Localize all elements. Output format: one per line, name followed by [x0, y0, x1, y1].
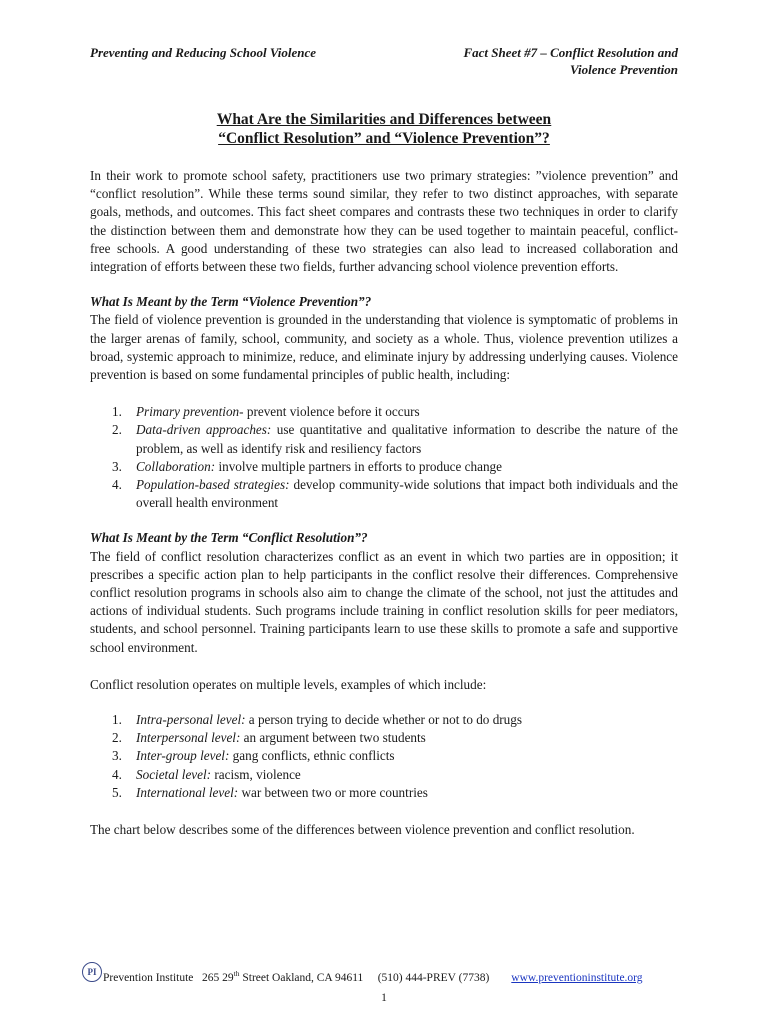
list-text: an argument between two students [240, 730, 426, 746]
list-text: a person trying to decide whether or not to do drugs [245, 712, 523, 728]
principles-list [90, 403, 678, 512]
list-number: 2. [112, 730, 122, 746]
page-number: 1 [381, 992, 387, 1004]
footer-street-rest: Street Oakland, CA 94611 [239, 972, 364, 984]
title-line1: What Are the Similarities and Differences between [216, 111, 552, 128]
list-sep: - [239, 404, 244, 420]
list-number: 4. [112, 766, 122, 782]
section2-body: The field of conflict resolution characterizes conflict as an event in which two parties are in opposition; it prescribes a specific action plan to help participants in the conflict resolve their differences. Comprehensive conflict resolution programs in schools also aim to change the climate of the school, not just the attitudes and actions of individual students. Such programs include training in conflict resolution skills for peer mediators, students, and school personnel. Training participants learn to use these skills to promote a safe and supportive school environment. [90, 548, 678, 655]
list-term: Data-driven approaches: [136, 422, 272, 438]
list-number: 3. [112, 458, 122, 474]
list-text: develop community-wide solutions that impact both individuals and the overall health environment [136, 477, 678, 511]
footer-street-sup: th [233, 969, 240, 979]
header-right-line1: Fact Sheet #7 – Conflict Resolution and [463, 45, 678, 60]
footer-phone: (510) 444-PREV (7738) [377, 972, 490, 984]
list-item [90, 458, 678, 476]
intro-paragraph: In their work to promote school safety, practitioners use two primary strategies: ”violence prevention” and “conflict resolution”. While these terms sound similar, they refer to two distinct approaches, with separate goals, methods, and outcomes. This fact sheet compares and contrasts these two techniques in order to clarify the distinction between them and demonstrate how they can be used together to maintain peaceful, conflict-free schools. A good understanding of these two strategies can also lead to increased collaboration and integration of efforts between these two fields, further advancing school violence prevention efforts. [90, 168, 678, 275]
list-number: 1. [112, 712, 122, 728]
list-item [90, 729, 678, 747]
list-number: 5. [112, 784, 122, 800]
list-term: Intra-personal level: [136, 712, 246, 728]
list-number: 4. [112, 477, 122, 493]
section1-heading: What Is Meant by the Term “Violence Prevention”? [90, 294, 372, 310]
list-text: racism, violence [211, 766, 301, 782]
header-right [398, 44, 678, 78]
list-term: Inter-group level: [136, 748, 230, 764]
list-item [90, 476, 678, 512]
list-text: gang conflicts, ethnic conflicts [229, 748, 395, 764]
list-text: war between two or more countries [238, 784, 428, 800]
list-term: Societal level: [136, 766, 212, 782]
list-item [90, 784, 678, 802]
levels-intro: Conflict resolution operates on multiple levels, examples of which include: [90, 676, 487, 692]
list-text: involve multiple partners in efforts to produce change [215, 458, 503, 474]
closing-paragraph: The chart below describes some of the differences between violence prevention and conflict resolution. [90, 822, 635, 838]
list-number: 3. [112, 748, 122, 764]
list-term: Population-based strategies: [136, 477, 290, 493]
list-item [90, 766, 678, 784]
section2-heading: What Is Meant by the Term “Conflict Resolution”? [90, 530, 368, 546]
document-page [90, 44, 678, 839]
footer-address [103, 969, 489, 984]
list-item [90, 421, 678, 457]
footer-org: Prevention Institute [103, 972, 194, 984]
list-number: 1. [112, 404, 122, 420]
list-text: prevent violence before it occurs [243, 404, 420, 420]
running-header [90, 44, 678, 78]
list-term: Interpersonal level: [136, 730, 241, 746]
prevention-institute-logo-icon: PI [82, 962, 102, 982]
list-item [90, 711, 678, 729]
header-right-line2: Violence Prevention [570, 62, 678, 77]
footer-street-number: 265 29 [202, 972, 234, 984]
list-number: 2. [112, 422, 122, 438]
footer-website-link[interactable]: www.preventioninstitute.org [511, 972, 643, 984]
list-term: Collaboration: [136, 458, 216, 474]
section1-body: The field of violence prevention is grounded in the understanding that violence is symptomatic of problems in the larger arenas of family, school, community, and society as a whole. Thus, violence prevention utilizes a broad, systemic approach to minimize, reduce, and eliminate injury by addressing underlying causes. Violence prevention is based on some fundamental principles of public health, including: [90, 312, 678, 383]
list-text: use quantitative and qualitative information to describe the nature of the problem, as well as identify risk and resiliency factors [136, 422, 678, 456]
header-left: Preventing and Reducing School Violence [90, 45, 317, 60]
title-line2: “Conflict Resolution” and “Violence Prevention”? [218, 130, 550, 147]
page-footer [82, 956, 682, 984]
page-title [90, 110, 678, 148]
levels-list [90, 711, 678, 802]
list-item [90, 747, 678, 765]
list-term: International level: [136, 784, 239, 800]
list-term: Primary prevention [136, 404, 240, 420]
list-item [90, 403, 678, 421]
